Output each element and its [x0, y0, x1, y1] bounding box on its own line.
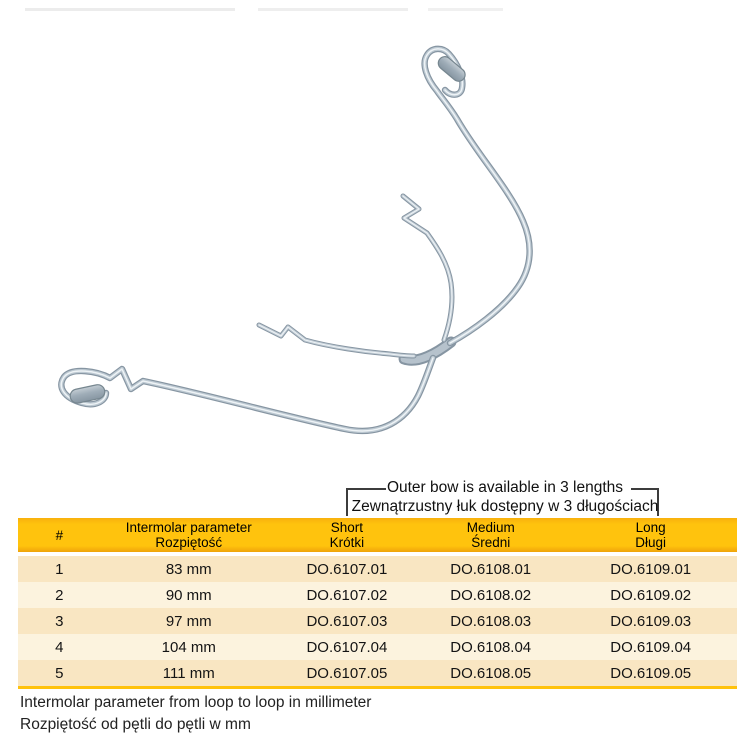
col-header-long: Long Długi — [635, 520, 667, 550]
table-row: 4 104 mm DO.6107.04 DO.6108.04 DO.6109.04 — [18, 634, 737, 660]
table-row: 1 83 mm DO.6107.01 DO.6108.01 DO.6109.01 — [18, 556, 737, 582]
outer-bow-note — [340, 478, 670, 516]
table-row: 3 97 mm DO.6107.03 DO.6108.03 DO.6109.03 — [18, 608, 737, 634]
footnote-pl: Rozpiętość od pętli do pętli w mm — [20, 716, 251, 733]
col-header-short: Short Krótki — [329, 520, 365, 550]
table-row: 2 90 mm DO.6107.02 DO.6108.02 DO.6109.02 — [18, 582, 737, 608]
table-body — [18, 556, 737, 686]
col-header-number: # — [55, 527, 64, 543]
table-bottom-accent-line — [18, 686, 737, 689]
col-header-intermolar: Intermolar parameter Rozpiętość — [125, 520, 252, 550]
col-header-medium: Medium Średni — [466, 520, 515, 550]
outer-bow-note-pl: Zewnątrzustny łuk dostępny w 3 długościach — [351, 498, 659, 515]
table-header-row — [18, 518, 737, 552]
outer-bow — [61, 49, 529, 431]
table-row: 5 111 mm DO.6107.05 DO.6108.05 DO.6109.05 — [18, 660, 737, 686]
product-table — [18, 518, 737, 689]
footnote-en: Intermolar parameter from loop to loop in millimeter — [20, 694, 372, 711]
outer-bow-note-en: Outer bow is available in 3 lengths — [386, 479, 624, 496]
footnote — [20, 692, 371, 736]
inner-bow — [259, 196, 452, 356]
